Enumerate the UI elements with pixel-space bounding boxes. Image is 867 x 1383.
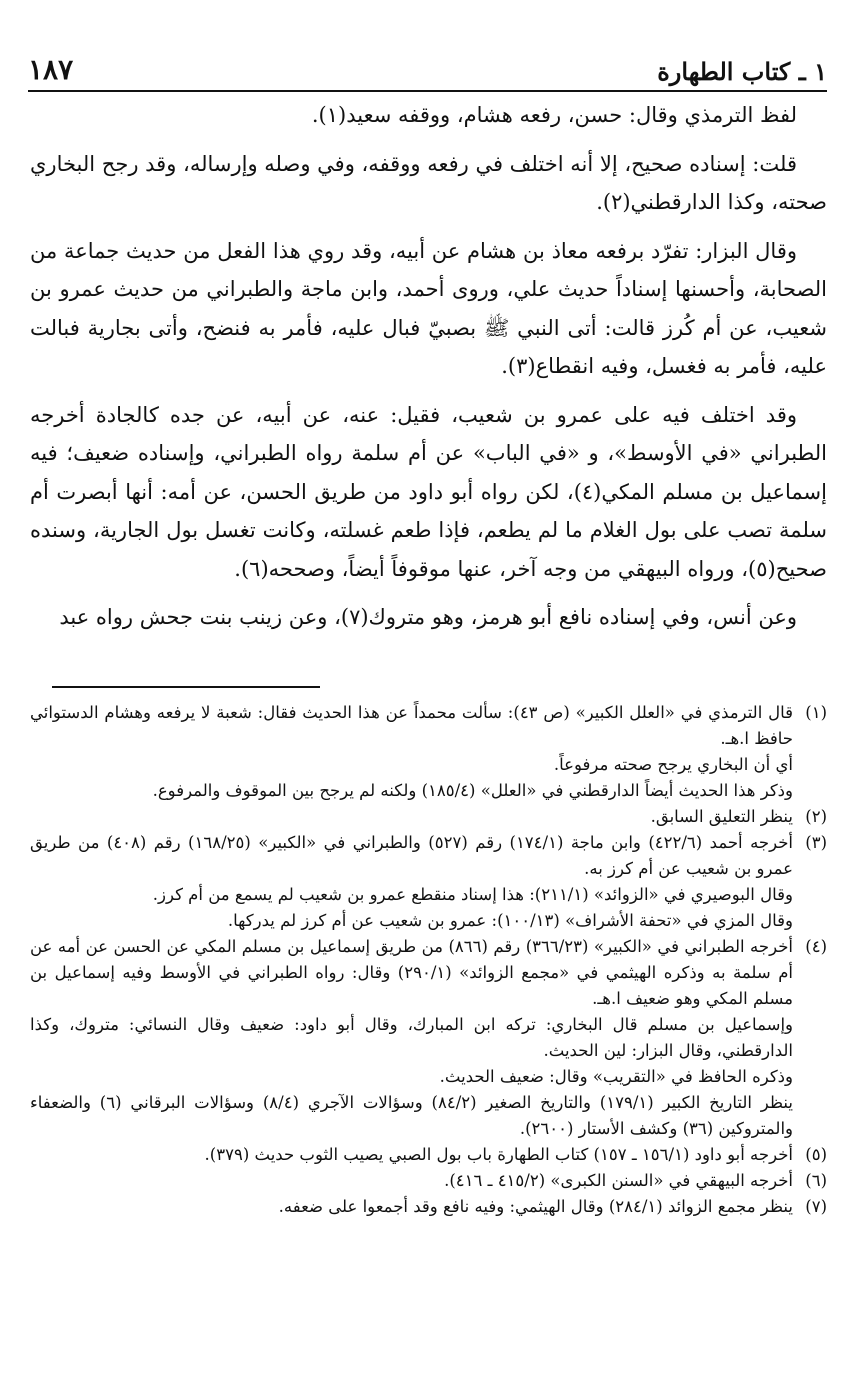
page-header xyxy=(28,46,827,92)
footnote xyxy=(30,1194,827,1220)
footnote-number: (٦) xyxy=(805,1171,827,1190)
footnote-number: (٣) xyxy=(805,833,827,852)
paragraph: وعن أنس، وفي إسناده نافع أبو هرمز، وهو متروك(٧)، وعن زينب بنت جحش رواه عبد xyxy=(59,605,797,629)
footnote-number: (١) xyxy=(805,703,827,722)
footnote xyxy=(30,700,827,804)
paragraph: وقال البزار: تفرّد برفعه معاذ بن هشام عن أبيه، وقد روي هذا الفعل من حديث جماعة من الصحابة، وأحسنها إسناداً حديث علي، وروى أحمد، وابن ماجة والطبراني من حديث عمرو بن شعيب، عن أم كُرز قالت: أتى النبي ﷺ بصبيّ فبال عليه، فأمر به فنضح، وأتى بجارية فبالت عليه، فأمر به فغسل، وفيه انقطاع(٣). xyxy=(30,238,827,378)
footnote-line: قال الترمذي في «العلل الكبير» (ص ٤٣): سألت محمداً عن هذا الحديث فقال: شعبة لا يرفعه وهشام الدستوائي حافظ ا.هـ. xyxy=(30,703,793,748)
footnote xyxy=(30,1142,827,1168)
footnote-line: أي أن البخاري يرجح صحته مرفوعاً. xyxy=(553,755,793,774)
footnote xyxy=(30,1168,827,1194)
footnote-line: ينظر التعليق السابق. xyxy=(650,807,793,826)
footnote-number: (٢) xyxy=(805,807,827,826)
page-number: ١٨٧ xyxy=(28,53,74,86)
footnote-number: (٧) xyxy=(805,1197,827,1216)
footnote-line: ينظر التاريخ الكبير (١٧٩/١) والتاريخ الصغير (٨٤/٢) وسؤالات الآجري (٨/٤) وسؤالات البرقاني (٦) والضعفاء والمتروكين (٣٦) وكشف الأستار (٢٦٠٠). xyxy=(30,1093,793,1138)
footnote-line: أخرجه أحمد (٤٢٢/٦) وابن ماجة (١٧٤/١) رقم (٥٢٧) والطبراني في «الكبير» (١٦٨/٢٥) رقم (٤٠٨) من طريق عمرو بن شعيب عن أم كرز به. xyxy=(30,833,794,878)
footnote-line: وقال المزي في «تحفة الأشراف» (١٠٠/١٣): عمرو بن شعيب عن أم كرز لم يدركها. xyxy=(227,911,793,930)
footnote-number: (٥) xyxy=(805,1145,827,1164)
footnote-line: ينظر مجمع الزوائد (٢٨٤/١) وقال الهيثمي: وفيه نافع وقد أجمعوا على ضعفه. xyxy=(278,1197,793,1216)
footnote-number: (٤) xyxy=(805,937,827,956)
footnote-line: أخرجه البيهقي في «السنن الكبرى» (٤١٥/٢ ـ ٤١٦). xyxy=(444,1171,793,1190)
footnotes xyxy=(30,700,827,1220)
chapter-title: ١ ـ كتاب الطهارة xyxy=(657,57,827,86)
footnote-line: وإسماعيل بن مسلم قال البخاري: تركه ابن المبارك، وقال أبو داود: ضعيف وقال النسائي: متروك، وكذا الدارقطني، وقال البزار: لين الحديث. xyxy=(30,1015,793,1060)
paragraph: قلت: إسناده صحيح، إلا أنه اختلف في رفعه ووقفه، وفي وصله وإرساله، وقد رجح البخاري صحته، وكذا الدارقطني(٢). xyxy=(30,151,827,214)
footnote-line: أخرجه الطبراني في «الكبير» (٣٦٦/٢٣) رقم (٨٦٦) من طريق إسماعيل بن مسلم المكي عن الحسن عن أمه عن أم سلمة به وذكره الهيثمي في «مجمع الزوائد» (٢٩٠/١) وقال: رواه الطبراني في الأوسط وفيه إسماعيل بن مسلم المكي وهو ضعيف ا.هـ. xyxy=(30,937,793,1008)
footnote-line: وقال البوصيري في «الزوائد» (٢١١/١): هذا إسناد منقطع عمرو بن شعيب لم يسمع من أم كرز. xyxy=(152,885,793,904)
footnote xyxy=(30,934,827,1142)
footnote-line: أخرجه أبو داود (١٥٦/١ ـ ١٥٧) كتاب الطهارة باب بول الصبي يصيب الثوب حديث (٣٧٩). xyxy=(204,1145,793,1164)
paragraph: وقد اختلف فيه على عمرو بن شعيب، فقيل: عنه، عن أبيه، عن جده كالجادة أخرجه الطبراني «في الأوسط»، و «في الباب» عن أم سلمة رواه الطبراني، وإسناده ضعيف؛ فيه إسماعيل بن مسلم المكي(٤)، لكن رواه أبو داود من طريق الحسن، عن أمه: أنها أبصرت أم سلمة تصب على بول الغلام ما لم يطعم، فإذا طعم غسلته، وكانت تغسل بول الجارية، وسنده صحيح(٥)، ورواه البيهقي من وجه آخر، عنها موقوفاً أيضاً، وصححه(٦). xyxy=(30,402,827,581)
paragraph: لفظ الترمذي وقال: حسن، رفعه هشام، ووقفه سعيد(١). xyxy=(311,103,797,127)
footnote-line: وذكر هذا الحديث أيضاً الدارقطني في «العلل» (١٨٥/٤) ولكنه لم يرجح بين الموقوف والمرفوع. xyxy=(152,781,793,800)
main-text xyxy=(30,96,827,647)
footnote xyxy=(30,804,827,830)
footnote-separator xyxy=(52,686,320,688)
footnote-line: وذكره الحافظ في «التقريب» وقال: ضعيف الحديث. xyxy=(439,1067,793,1086)
footnote xyxy=(30,830,827,934)
